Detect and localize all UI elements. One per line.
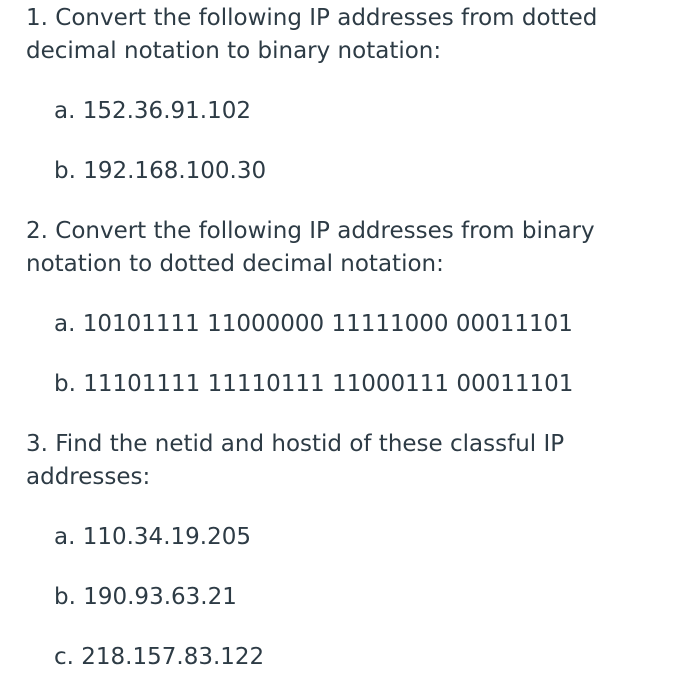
question-3-item-a: a. 110.34.19.205 bbox=[54, 524, 251, 550]
question-3: 3. Find the netid and hostid of these classful IP addresses: bbox=[26, 431, 565, 490]
question-1-item-a: a. 152.36.91.102 bbox=[54, 98, 251, 124]
question-2-item-b: b. 11101111 11110111 11000111 00011101 bbox=[54, 371, 574, 397]
question-3-item-c: c. 218.157.83.122 bbox=[54, 644, 265, 670]
question-1: 1. Convert the following IP addresses from dotted decimal notation to binary notation: bbox=[26, 5, 598, 64]
question-2: 2. Convert the following IP addresses from binary notation to dotted decimal notation: bbox=[26, 218, 595, 277]
question-3-item-b: b. 190.93.63.21 bbox=[54, 584, 237, 610]
question-2-item-a: a. 10101111 11000000 11111000 00011101 bbox=[54, 311, 573, 337]
question-1-item-b: b. 192.168.100.30 bbox=[54, 158, 267, 184]
